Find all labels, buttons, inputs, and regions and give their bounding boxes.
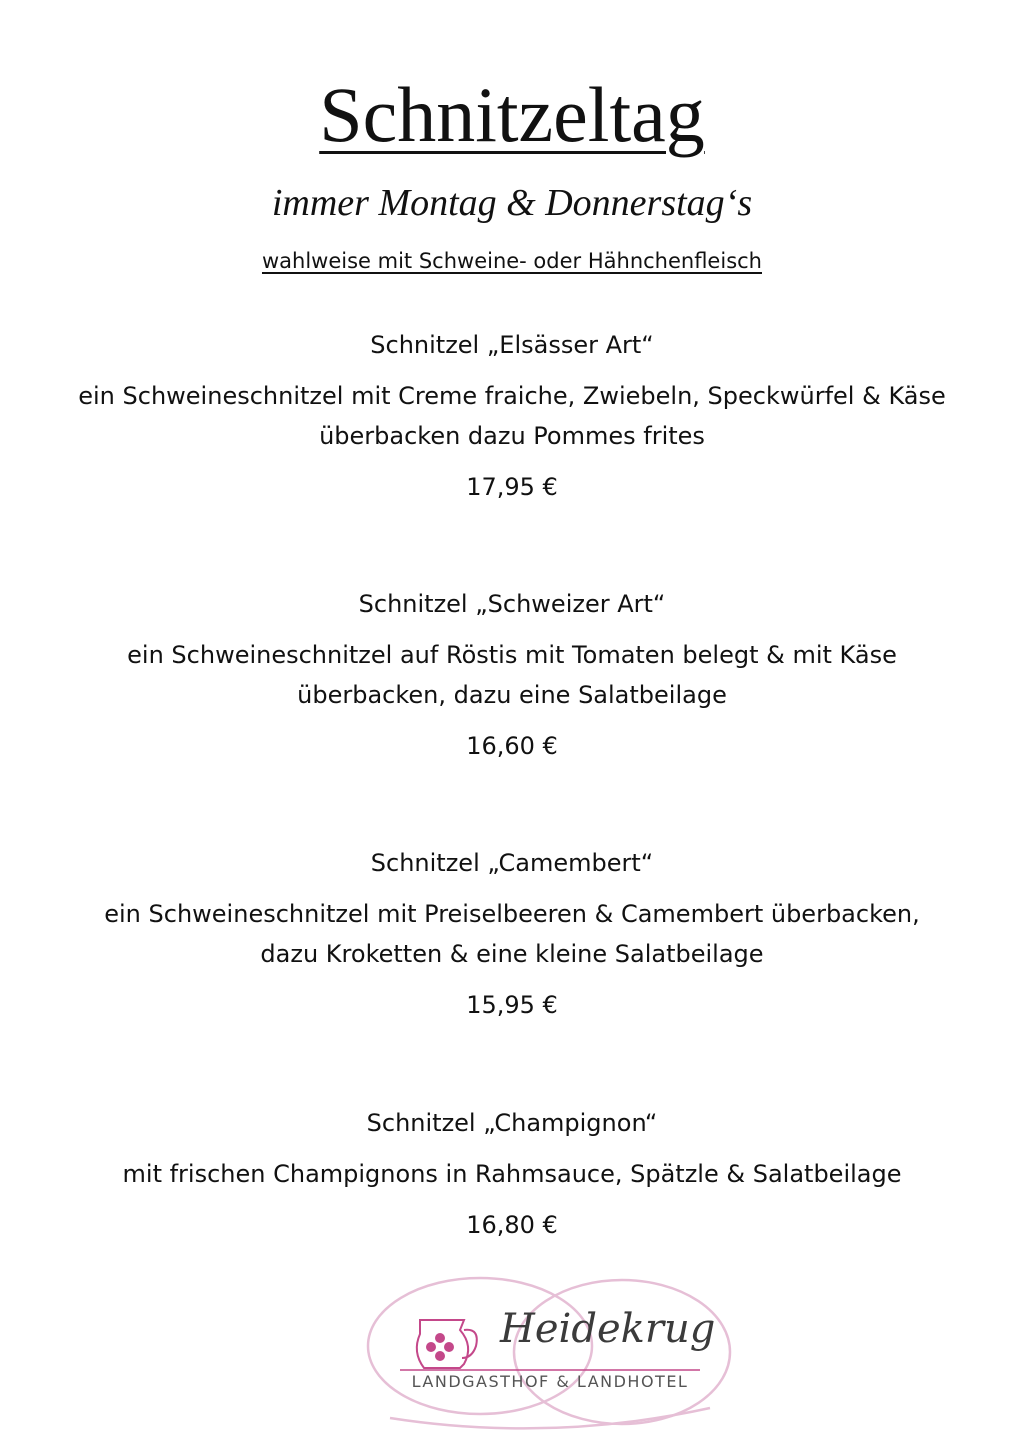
menu-item	[40, 846, 984, 1022]
menu-item-name: Schnitzel „Schweizer Art“	[358, 590, 666, 618]
page-subtitle: immer Montag & Donnerstag‘s	[271, 182, 753, 224]
menu-item-name: Schnitzel „Elsässer Art“	[370, 331, 654, 359]
menu-item-price: 17,95 €	[466, 473, 558, 501]
menu-item	[40, 587, 984, 763]
logo-name: Heidekrug	[500, 1306, 716, 1352]
menu-item-name: Schnitzel „Camembert“	[370, 849, 654, 877]
menu-item	[40, 328, 984, 504]
logo-swirl-graphic	[360, 1268, 740, 1438]
menu-item-description-line: ein Schweineschnitzel auf Röstis mit Tomaten belegt & mit Käse	[127, 641, 897, 669]
menu-item-description-line: ein Schweineschnitzel mit Creme fraiche, Zwiebeln, Speckwürfel & Käse	[78, 382, 946, 410]
heidekrug-logo	[360, 1268, 740, 1438]
menu-item-description-line: dazu Kroketten & eine kleine Salatbeilage	[260, 940, 764, 968]
menu-item-description-line: mit frischen Champignons in Rahmsauce, Spätzle & Salatbeilage	[122, 1160, 902, 1188]
menu-item-price: 16,80 €	[466, 1211, 558, 1239]
menu-item-price: 16,60 €	[466, 732, 558, 760]
menu-item-description	[40, 1154, 984, 1194]
logo-tagline: LANDGASTHOF & LANDHOTEL	[411, 1372, 689, 1391]
menu-item-description-line: ein Schweineschnitzel mit Preiselbeeren & Camembert überbacken,	[104, 900, 920, 928]
menu-item-description	[40, 635, 984, 715]
menu-item-name: Schnitzel „Champignon“	[366, 1109, 658, 1137]
menu-item	[40, 1106, 984, 1242]
flower-icon	[426, 1333, 454, 1361]
menu-item-description	[40, 894, 984, 974]
menu-item-description-line: überbacken, dazu eine Salatbeilage	[297, 681, 727, 709]
menu-item-description-line: überbacken dazu Pommes frites	[319, 422, 705, 450]
page-title: Schnitzeltag	[319, 71, 705, 158]
menu-item-price: 15,95 €	[466, 991, 558, 1019]
menu-item-description	[40, 376, 984, 456]
meat-choice-note: wahlweise mit Schweine- oder Hähnchenfleisch	[261, 249, 762, 273]
